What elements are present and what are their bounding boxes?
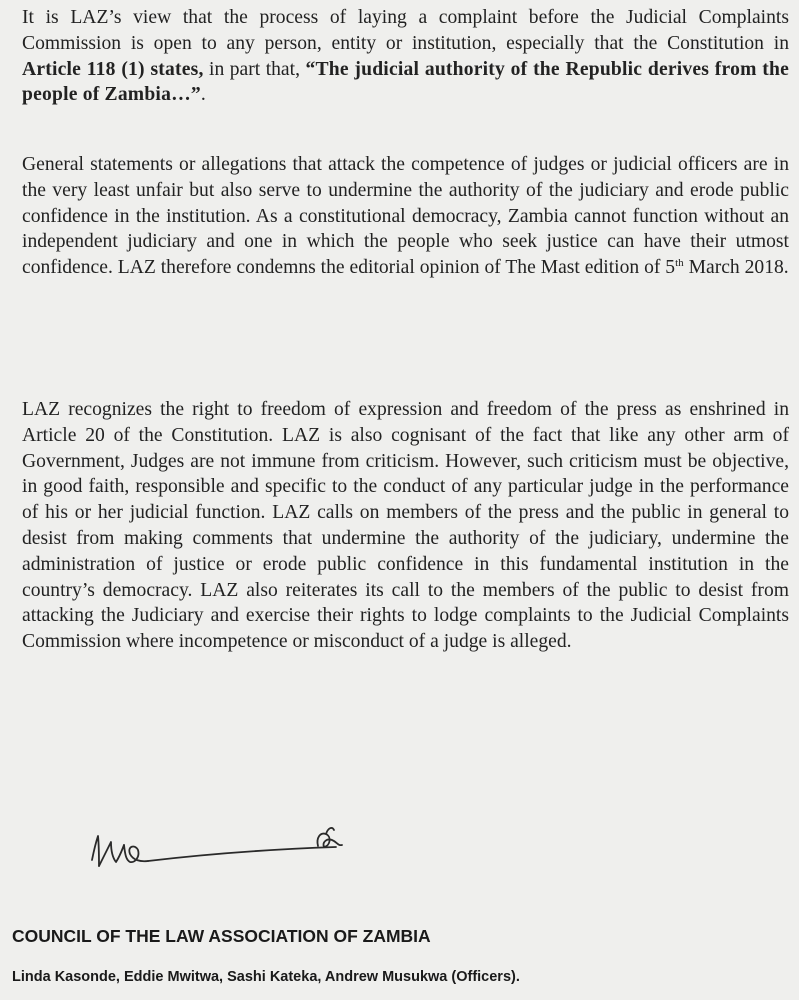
constitution-quote: “The judicial authority of the Republic derives from the people of Zambia…”: [22, 58, 789, 106]
paragraph2-text-a: General statements or allegations that attack the competence of judges or judicial officers are in the very least unfair but also serve to undermine the authority of the judiciary and erode public confidence in the institution. As a constitutional democracy, Zambia cannot function without an independent judiciary and one in which the people who seek justice can have their utmost confidence. LAZ therefore condemns the editorial opinion of The Mast edition of 5: [22, 154, 789, 279]
paragraph-freedom-of-expression: LAZ recognizes the right to freedom of expression and freedom of the press as enshrined in Article 20 of the Constitution. LAZ is also cognisant of the fact that like any other arm of Government, Judges are not immune from criticism. However, such criticism must be objective, in good faith, responsible and specific to the conduct of any particular judge in the performance of his or her judicial function. LAZ calls on members of the press and the public in general to desist from making comments that undermine the authority of the judiciary, undermine the administration of justice or erode public confidence in this fundamental institution in the country’s democracy. LAZ also reiterates its call to the members of the public to desist from attacking the Judiciary and exercise their rights to lodge complaints to the Judicial Complaints Commission where incompetence or misconduct of a judge is alleged.: [22, 399, 789, 653]
paragraph1-text-b: in part that,: [203, 58, 306, 80]
paragraph1-text-a: It is LAZ’s view that the process of laying a complaint before the Judicial Complaints Commission is open to any person, entity or institution, especially that the Constitution in: [22, 7, 789, 54]
paragraph-general-statements: [22, 152, 789, 281]
officers-list: Linda Kasonde, Eddie Mwitwa, Sashi Kateka, Andrew Musukwa (Officers).: [12, 969, 520, 985]
council-heading: COUNCIL OF THE LAW ASSOCIATION OF ZAMBIA: [12, 926, 431, 946]
paragraph1-text-c: .: [200, 84, 206, 106]
paragraph2-text-b: March 2018.: [683, 257, 789, 279]
ordinal-superscript: th: [675, 257, 684, 270]
article-118-reference: Article 118 (1) states,: [22, 58, 204, 80]
signature-image: [80, 812, 360, 882]
paragraph-complaints-commission: [22, 5, 789, 108]
